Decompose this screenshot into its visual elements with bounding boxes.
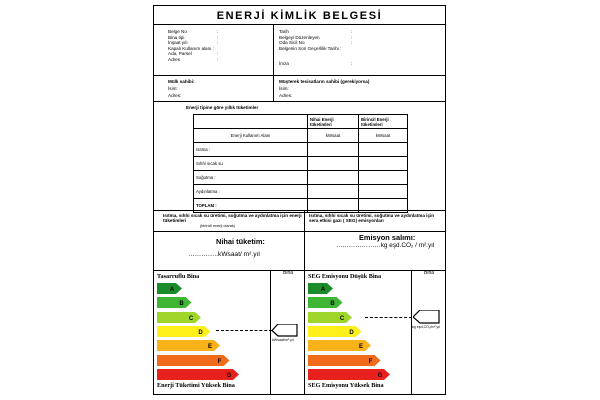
class-label-b: B [330,301,335,308]
class-label-f: F [368,358,373,365]
emission-scale-top-label: SEG Emisyonu Düşük Bina [308,273,382,280]
header-primary-energy: Birincil Enerji tüketimleri [359,115,408,129]
row-cooling: Soğutma : [194,171,308,185]
class-bar-d [308,326,362,337]
owner-name: İsim: [168,86,178,91]
energy-indicator-text: kWsaat/m².yıl [272,338,294,342]
building-info-colon: : [217,57,219,62]
consumption-section-title: Enerji tipine göre yıllık tüketimler [186,105,259,110]
building-info-label: Kapalı Kullanım alanı : [168,45,214,51]
building-info-colon: : [351,40,353,46]
joint-owner-title: Müşterek tesisatların sahibi (gerekiyorsa) [279,79,370,84]
divider [273,24,274,101]
row-total: TOPLAM : [194,199,308,213]
emission-bina-label: Bina [424,270,435,276]
class-bar-a [157,283,182,294]
building-info-label: Belgenin Son Geçerlilik Tarihi : [279,45,342,51]
building-info-colon: : [351,29,353,34]
emission-scale-bottom-label: SEG Emisyonu Yüksek Bina [308,382,384,389]
row-hot-water: Sıhhi sıcak su [194,157,308,171]
class-bar-g [157,369,239,380]
final-consumption-value: …………..kWsaat/ m².yıl [188,251,260,258]
joint-owner-name: İsim: [279,86,289,91]
class-label-c: C [188,315,194,322]
emission-indicator-line [365,317,412,318]
left-summary-sub: (birincil enerji olarak) [200,224,236,228]
class-label-d: D [349,330,354,337]
class-bar-a [308,283,333,294]
class-bar-d [157,326,211,337]
class-label-g: G [226,372,232,379]
building-info-colon: : [351,34,353,40]
energy-indicator-arrow [272,324,298,337]
divider [270,270,271,395]
final-consumption-label: Nihai tüketim: [216,237,265,246]
unit-final: kWsaat [308,129,359,143]
class-label-f: F [217,358,222,365]
building-info-colon: : [217,51,219,57]
class-bar-e [308,340,371,351]
class-bar-f [157,355,230,366]
owner-address: Adres: [168,93,182,98]
class-bar-e [157,340,220,351]
building-info-label: Tarih [279,29,289,34]
divider [153,231,446,232]
energy-bina-label: Bina [283,270,294,276]
building-info-label: Belgeyi Düzenleyen [279,34,320,40]
class-bar-b [308,297,343,308]
class-label-e: E [358,344,364,351]
class-label-g: G [377,372,383,379]
energy-indicator-line [216,330,272,331]
row-heating: Isıtma : [194,143,308,157]
header-final-energy: Nihai Enerji tüketimleri [308,115,359,129]
building-info-label: Belge No [168,29,187,34]
class-label-e: E [207,344,213,351]
class-label-d: D [198,330,203,337]
building-info-colon: : [217,34,219,40]
divider [153,270,446,271]
class-label-b: B [179,301,184,308]
joint-owner-address: Adres: [279,93,293,98]
class-bar-c [157,312,201,323]
building-info-colon: : [217,40,219,46]
class-bar-c [308,312,352,323]
building-info-label: Ada, Parsel [168,51,192,57]
class-bar-g [308,369,390,380]
energy-scale-top-label: Tasarruflu Bina [157,273,200,280]
left-summary-title: Isıtma, sıhhi sıcak su üretimi, soğutma ve aydınlatma için enerji tüketimleri [163,213,302,223]
document-title: ENERJİ KİMLİK BELGESİ [216,10,383,22]
building-info-colon: : [217,29,219,34]
class-label-a: A [320,287,326,294]
emission-indicator-arrow [413,310,440,324]
unit-primary: kWsaat [359,129,408,143]
class-bar-b [157,297,192,308]
divider [153,24,446,25]
owner-title: Mülk sahibi: [168,79,195,84]
emission-label: Emisyon salımı: [359,233,416,242]
energy-scale-bottom-label: Enerji Tüketimi Yüksek Bina [157,382,235,389]
building-info-colon: : [351,61,353,66]
class-label-c: C [339,315,345,322]
divider [411,270,412,395]
usage-area-header: Enerji Kullanım Alanı [194,129,308,143]
building-info-label: Oda Sicil No [279,40,305,46]
building-info-label: İmza [279,61,289,66]
building-info-label: Adres [168,57,181,62]
emission-value: …………………kg eşd.CO₂ / m².yıl [336,242,435,249]
divider [153,75,446,76]
divider [304,210,305,270]
building-info-label: Bina tipi [168,34,185,40]
consumption-table [193,114,408,213]
row-lighting: Aydınlatma : [194,185,308,199]
emission-indicator-text: kg eşd.CO₂/m².yıl [412,325,441,329]
right-summary-title: Isıtma, sıhhi sıcak su üretimi, soğutma ve aydınlatma için sera etkisi gazı ( SEG) emisyonları [309,213,435,223]
divider [304,270,305,395]
class-bar-f [308,355,381,366]
divider [153,101,446,102]
building-info-label: İnşaat yılı [168,40,188,46]
class-label-a: A [169,287,175,294]
